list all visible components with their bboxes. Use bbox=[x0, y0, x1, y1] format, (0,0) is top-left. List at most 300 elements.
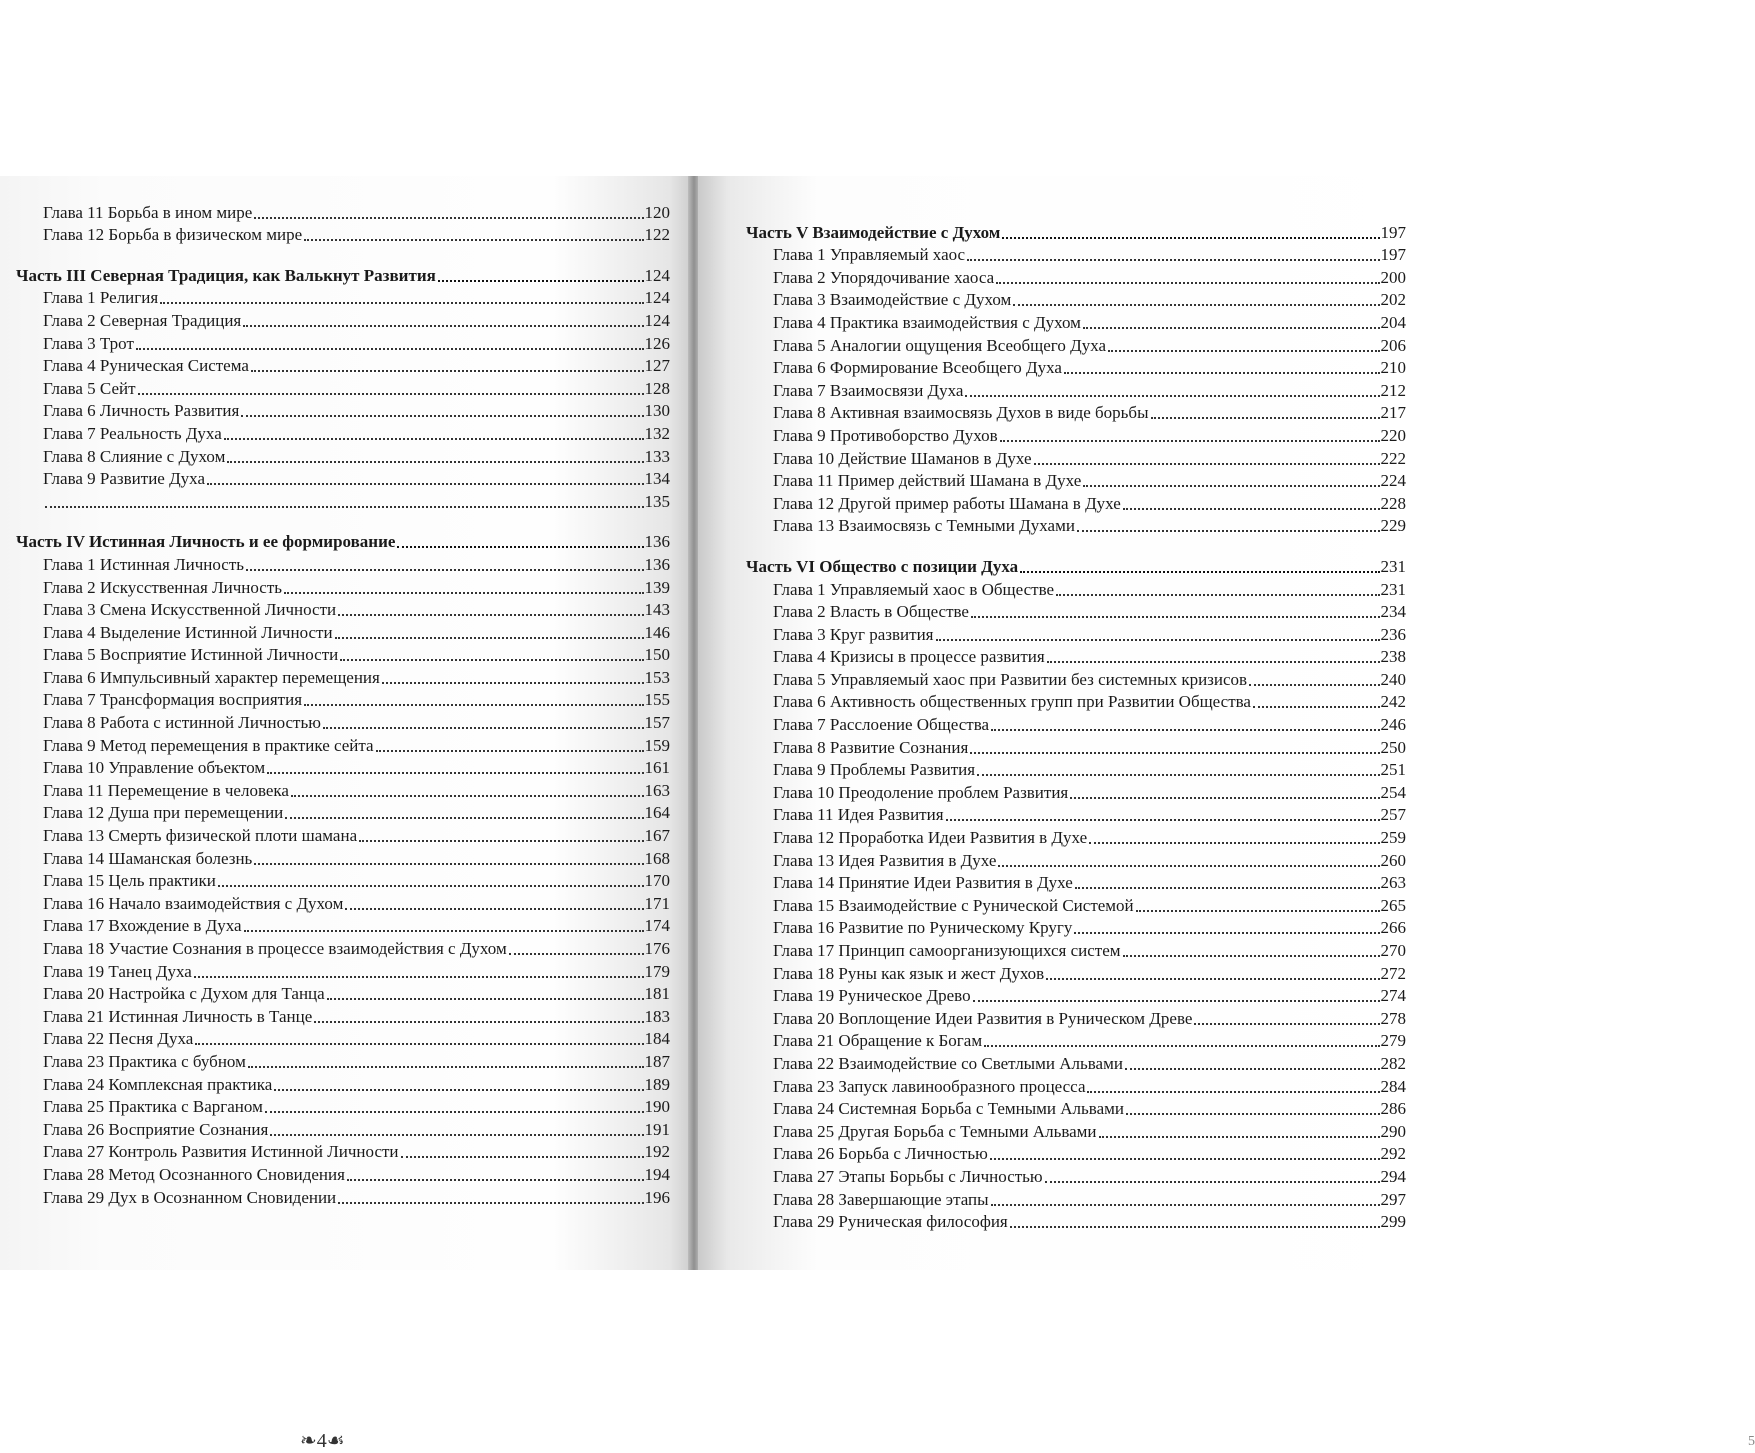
toc-chapter-entry bbox=[16, 331, 670, 354]
toc-chapter-entry bbox=[746, 848, 1406, 871]
toc-page-number: 251 bbox=[1380, 760, 1406, 780]
toc-page-number: 231 bbox=[1380, 556, 1406, 576]
toc-entry-title: Глава 25 Другая Борьба с Темными Альвами bbox=[773, 1121, 1097, 1141]
toc-page-number: 126 bbox=[644, 333, 670, 353]
toc-dot-leader bbox=[1020, 571, 1379, 573]
toc-dot-leader bbox=[1070, 797, 1379, 799]
toc-chapter-entry bbox=[746, 825, 1406, 848]
toc-entry-title: Глава 9 Проблемы Развития bbox=[773, 760, 976, 780]
toc-page-number: 176 bbox=[644, 939, 670, 958]
toc-dot-leader bbox=[1083, 485, 1379, 487]
toc-entry-title: Глава 21 Обращение к Богам bbox=[773, 1031, 983, 1051]
toc-entry-title: Глава 9 Противоборство Духов bbox=[773, 425, 998, 445]
toc-chapter-entry bbox=[746, 310, 1406, 333]
toc-dot-leader bbox=[1249, 684, 1379, 686]
toc-dot-leader bbox=[1064, 372, 1380, 374]
toc-part-entry bbox=[746, 554, 1406, 577]
right-book-page bbox=[698, 176, 1755, 1449]
toc-dot-leader bbox=[1089, 842, 1379, 844]
toc-chapter-entry bbox=[746, 423, 1406, 446]
toc-dot-leader bbox=[998, 865, 1379, 867]
toc-entry-title: Глава 12 Проработка Идеи Развития в Духе bbox=[773, 828, 1088, 848]
toc-entry-title: Глава 20 Воплощение Идеи Развития в Руническом Древе bbox=[773, 1008, 1193, 1028]
toc-page-number: 259 bbox=[1380, 828, 1406, 848]
toc-dot-leader bbox=[335, 637, 644, 639]
toc-dot-leader bbox=[265, 1111, 644, 1113]
toc-chapter-entry bbox=[746, 514, 1406, 537]
toc-chapter-entry bbox=[16, 1117, 670, 1140]
toc-entry-title: Глава 24 Комплексная практика bbox=[43, 1074, 273, 1094]
toc-page-number: 179 bbox=[644, 961, 670, 981]
toc-page-number: 132 bbox=[644, 423, 670, 443]
toc-dot-leader bbox=[138, 393, 644, 395]
toc-page-number: 238 bbox=[1380, 647, 1406, 667]
toc-dot-leader bbox=[991, 1204, 1380, 1206]
toc-entry-title: Глава 23 Запуск лавинообразного процесса bbox=[773, 1076, 1086, 1096]
toc-entry-title: Глава 2 Искусственная Личность bbox=[43, 577, 282, 597]
toc-dot-leader bbox=[347, 1179, 644, 1181]
toc-entry-title: Глава 12 Борьба в физическом мире bbox=[43, 225, 303, 245]
toc-page-number: 270 bbox=[1380, 941, 1406, 960]
toc-entry-title: Глава 6 Импульсивный характер перемещения bbox=[43, 667, 380, 687]
toc-entry-title: Часть IV Истинная Личность и ее формирование bbox=[16, 532, 396, 552]
toc-dot-leader bbox=[254, 863, 643, 865]
toc-page-number: 146 bbox=[644, 622, 670, 642]
toc-chapter-entry bbox=[746, 491, 1406, 514]
toc-chapter-entry bbox=[16, 733, 670, 756]
toc-entry-title: Глава 6 Активность общественных групп при Развитии Общества bbox=[773, 692, 1251, 712]
toc-chapter-entry bbox=[16, 376, 670, 399]
toc-entry-title: Глава 6 Формирование Всеобщего Духа bbox=[773, 358, 1062, 378]
toc-page-number: 124 bbox=[644, 310, 670, 330]
toc-dot-leader bbox=[304, 239, 643, 241]
toc-page-number: 286 bbox=[1380, 1099, 1406, 1119]
toc-page-number: 191 bbox=[644, 1119, 670, 1139]
toc-entry-title: Глава 14 Шаманская болезнь bbox=[43, 848, 253, 868]
toc-page-number: 242 bbox=[1380, 692, 1406, 712]
toc-page-number: 194 bbox=[644, 1164, 670, 1184]
toc-page-number: 234 bbox=[1380, 602, 1406, 622]
toc-dot-leader bbox=[243, 325, 643, 327]
toc-entry-title: Глава 7 Трансформация восприятия bbox=[43, 690, 303, 710]
toc-entry-title: Глава 17 Вхождение в Духа bbox=[43, 916, 242, 936]
toc-dot-leader bbox=[270, 1134, 643, 1136]
toc-part-entry bbox=[16, 530, 670, 553]
toc-chapter-entry bbox=[16, 1049, 670, 1072]
toc-chapter-entry bbox=[16, 891, 670, 914]
toc-entry-title: Глава 16 Развитие по Руническому Кругу bbox=[773, 918, 1073, 938]
toc-chapter-entry bbox=[746, 712, 1406, 735]
toc-entry-title: Глава 13 Идея Развития в Духе bbox=[773, 850, 997, 870]
toc-dot-leader bbox=[1002, 237, 1379, 239]
toc-chapter-entry bbox=[746, 600, 1406, 623]
toc-entry-title: Часть III Северная Традиция, как Валькнут Развития bbox=[16, 265, 436, 285]
toc-entry-title: Глава 15 Взаимодействие с Рунической Системой bbox=[773, 895, 1134, 915]
toc-entry-title: Глава 7 Расслоение Общества bbox=[773, 715, 990, 735]
toc-chapter-entry bbox=[16, 200, 670, 223]
toc-dot-leader bbox=[327, 998, 644, 1000]
toc-entry-title: Глава 1 Управляемый хаос bbox=[773, 245, 966, 265]
toc-dot-leader bbox=[970, 752, 1379, 754]
toc-page-number: 282 bbox=[1380, 1053, 1406, 1073]
toc-chapter-entry bbox=[16, 467, 670, 490]
toc-dot-leader bbox=[376, 750, 644, 752]
toc-chapter-entry bbox=[16, 223, 670, 246]
toc-chapter-entry bbox=[16, 552, 670, 575]
toc-chapter-entry bbox=[16, 665, 670, 688]
toc-chapter-entry bbox=[746, 938, 1406, 961]
toc-page-number: 190 bbox=[644, 1097, 670, 1117]
toc-chapter-entry bbox=[746, 622, 1406, 645]
toc-entry-title: Глава 3 Взаимодействие с Духом bbox=[773, 290, 1012, 310]
toc-chapter-entry bbox=[746, 780, 1406, 803]
toc-dot-leader bbox=[1136, 910, 1380, 912]
toc-page-number: 284 bbox=[1380, 1076, 1406, 1096]
toc-chapter-entry bbox=[746, 645, 1406, 668]
toc-entry-title: Глава 5 Управляемый хаос при Развитии без системных кризисов bbox=[773, 669, 1248, 689]
toc-dot-leader bbox=[984, 1045, 1379, 1047]
toc-dot-leader bbox=[996, 282, 1379, 284]
toc-page-number: 220 bbox=[1380, 425, 1406, 445]
toc-dot-leader bbox=[1074, 932, 1379, 934]
toc-dot-leader bbox=[246, 569, 643, 571]
toc-dot-leader bbox=[136, 348, 644, 350]
toc-chapter-entry bbox=[746, 961, 1406, 984]
toc-page-number: 120 bbox=[644, 202, 670, 222]
toc-page-number: 228 bbox=[1380, 493, 1406, 513]
toc-dot-leader bbox=[1125, 1068, 1380, 1070]
toc-dot-leader bbox=[1087, 1091, 1379, 1093]
toc-chapter-entry bbox=[746, 577, 1406, 600]
toc-dot-leader bbox=[1045, 1181, 1380, 1183]
toc-dot-leader bbox=[509, 953, 644, 955]
toc-dot-leader bbox=[936, 639, 1380, 641]
toc-dot-leader bbox=[45, 506, 644, 508]
toc-dot-leader bbox=[1046, 978, 1379, 980]
toc-dot-leader bbox=[1034, 463, 1380, 465]
toc-entry-title: Глава 6 Личность Развития bbox=[43, 401, 240, 421]
toc-entry-title: Глава 2 Упорядочивание хаоса bbox=[773, 267, 995, 287]
left-page-footer bbox=[300, 1428, 345, 1453]
toc-chapter-entry bbox=[746, 356, 1406, 379]
toc-dot-leader bbox=[345, 908, 643, 910]
toc-dot-leader bbox=[397, 546, 643, 548]
toc-page-number: 217 bbox=[1380, 403, 1406, 423]
toc-chapter-entry bbox=[16, 598, 670, 621]
toc-chapter-entry bbox=[16, 959, 670, 982]
toc-dot-leader bbox=[401, 1156, 644, 1158]
toc-entry-title: Глава 4 Руническая Система bbox=[43, 356, 249, 376]
toc-entry-title: Глава 23 Практика с бубном bbox=[43, 1051, 246, 1071]
toc-page-number: 136 bbox=[644, 532, 670, 552]
toc-entry-title: Глава 19 Руническое Древо bbox=[773, 986, 971, 1006]
right-page-footer bbox=[1748, 1434, 1755, 1450]
toc-chapter-entry bbox=[16, 778, 670, 801]
toc-chapter-entry bbox=[746, 265, 1406, 288]
toc-entry-title: Глава 11 Идея Развития bbox=[773, 805, 944, 825]
toc-entry-title: Глава 9 Метод перемещения в практике сейта bbox=[43, 735, 374, 755]
toc-entry-title: Глава 2 Власть в Обществе bbox=[773, 602, 969, 622]
toc-page-number: 181 bbox=[644, 984, 670, 1004]
toc-chapter-entry bbox=[746, 401, 1406, 424]
toc-entry-title: Глава 5 Восприятие Истинной Личности bbox=[43, 645, 339, 665]
toc-entry-title: Глава 8 Активная взаимосвязь Духов в виде борьбы bbox=[773, 403, 1149, 423]
toc-dot-leader bbox=[207, 483, 643, 485]
toc-page-number: 184 bbox=[644, 1029, 670, 1049]
toc-page-number: 124 bbox=[644, 288, 670, 308]
toc-page-number: 127 bbox=[644, 356, 670, 376]
toc-entry-title: Часть V Взаимодействие с Духом bbox=[746, 222, 1001, 242]
toc-entry-title: Глава 3 Круг развития bbox=[773, 624, 934, 644]
toc-dot-leader bbox=[314, 1021, 643, 1023]
toc-page-number: 236 bbox=[1380, 624, 1406, 644]
toc-dot-leader bbox=[267, 772, 643, 774]
toc-dot-leader bbox=[1013, 304, 1379, 306]
toc-entry-title: Глава 24 Системная Борьба с Темными Альвами bbox=[773, 1099, 1124, 1119]
toc-page-number: 192 bbox=[644, 1142, 670, 1162]
toc-page-number: 266 bbox=[1380, 918, 1406, 938]
toc-entry-title: Глава 16 Начало взаимодействия с Духом bbox=[43, 893, 344, 913]
toc-entry-title: Глава 11 Перемещение в человека bbox=[43, 780, 289, 800]
toc-dot-leader bbox=[991, 729, 1379, 731]
toc-entry-title: Глава 17 Принцип самоорганизующихся систем bbox=[773, 941, 1121, 960]
ornament-right-icon: ☙ bbox=[326, 1430, 345, 1452]
toc-dot-leader bbox=[1253, 706, 1380, 708]
toc-page-number: 272 bbox=[1380, 963, 1406, 983]
left-book-page bbox=[0, 176, 690, 1452]
toc-page-number: 143 bbox=[644, 600, 670, 620]
toc-chapter-entry bbox=[746, 1074, 1406, 1097]
toc-page-number: 278 bbox=[1380, 1008, 1406, 1028]
toc-entry-title: Глава 4 Кризисы в процессе развития bbox=[773, 647, 1045, 667]
right-page-number: 5 bbox=[1748, 1434, 1755, 1449]
toc-chapter-entry bbox=[16, 846, 670, 869]
toc-chapter-entry bbox=[16, 801, 670, 824]
toc-entry-title: Глава 10 Преодоление проблем Развития bbox=[773, 782, 1069, 802]
toc-page-number: 200 bbox=[1380, 267, 1406, 287]
toc-dot-leader bbox=[973, 1000, 1380, 1002]
toc-chapter-entry bbox=[16, 1140, 670, 1163]
toc-entry-title: Глава 2 Северная Традиция bbox=[43, 310, 242, 330]
toc-page-number: 222 bbox=[1380, 448, 1406, 468]
toc-entry-title: Глава 21 Истинная Личность в Танце bbox=[43, 1006, 313, 1026]
toc-dot-leader bbox=[1194, 1023, 1379, 1025]
toc-entry-title: Глава 3 Смена Искусственной Личности bbox=[43, 600, 337, 620]
toc-chapter-entry bbox=[746, 469, 1406, 492]
toc-page-number: 224 bbox=[1380, 471, 1406, 491]
toc-dot-leader bbox=[251, 370, 644, 372]
toc-entry-title: Глава 12 Другой пример работы Шамана в Духе bbox=[773, 493, 1121, 513]
toc-page-number: 274 bbox=[1380, 986, 1406, 1006]
toc-entry-title: Глава 4 Практика взаимодействия с Духом bbox=[773, 312, 1081, 332]
toc-chapter-entry bbox=[746, 1210, 1406, 1233]
toc-entry-title: Глава 15 Цель практики bbox=[43, 871, 216, 891]
toc-page-number: 157 bbox=[644, 713, 670, 733]
toc-chapter-entry bbox=[746, 916, 1406, 939]
toc-entry-title: Глава 26 Борьба с Личностью bbox=[773, 1144, 988, 1164]
toc-dot-leader bbox=[359, 840, 643, 842]
toc-dot-leader bbox=[248, 1066, 644, 1068]
toc-page-number: 159 bbox=[644, 735, 670, 755]
toc-entry-title: Глава 7 Реальность Духа bbox=[43, 423, 222, 443]
toc-right bbox=[746, 220, 1406, 1232]
toc-chapter-entry bbox=[746, 667, 1406, 690]
toc-chapter-entry bbox=[746, 690, 1406, 713]
toc-chapter-entry bbox=[746, 243, 1406, 266]
toc-chapter-entry bbox=[16, 1072, 670, 1095]
toc-page-number: 265 bbox=[1380, 895, 1406, 915]
toc-dot-leader bbox=[338, 1202, 643, 1204]
toc-dot-leader bbox=[1123, 508, 1380, 510]
toc-dot-leader bbox=[1075, 887, 1380, 889]
toc-page-number: 229 bbox=[1380, 516, 1406, 536]
toc-page-number: 197 bbox=[1380, 222, 1406, 242]
toc-chapter-entry bbox=[746, 288, 1406, 311]
toc-page-number: 163 bbox=[644, 780, 670, 800]
toc-entry-title: Глава 29 Дух в Осознанном Сновидении bbox=[43, 1187, 337, 1207]
toc-entry-title: Глава 9 Развитие Духа bbox=[43, 469, 206, 489]
toc-chapter-entry bbox=[746, 378, 1406, 401]
toc-dot-leader bbox=[1077, 530, 1380, 532]
toc-page-number: 150 bbox=[644, 645, 670, 665]
toc-entry-title: Глава 1 Управляемый хаос в Обществе bbox=[773, 579, 1055, 599]
toc-page-number: 130 bbox=[644, 401, 670, 421]
toc-chapter-entry bbox=[746, 1142, 1406, 1165]
toc-dot-leader bbox=[227, 461, 643, 463]
toc-entry-title: Глава 27 Этапы Борьбы с Личностью bbox=[773, 1166, 1043, 1186]
toc-chapter-entry bbox=[16, 756, 670, 779]
toc-entry-title: Глава 10 Управление объектом bbox=[43, 758, 266, 778]
toc-entry-title: Глава 7 Взаимосвязи Духа bbox=[773, 380, 964, 400]
toc-page-number: 279 bbox=[1380, 1031, 1406, 1051]
toc-dot-leader bbox=[971, 616, 1380, 618]
toc-chapter-entry bbox=[16, 575, 670, 598]
toc-chapter-entry bbox=[746, 803, 1406, 826]
toc-left bbox=[16, 200, 670, 1208]
toc-page-number: 254 bbox=[1380, 782, 1406, 802]
toc-chapter-entry bbox=[746, 1006, 1406, 1029]
toc-dot-leader bbox=[1151, 417, 1380, 419]
toc-page-number: 164 bbox=[644, 803, 670, 823]
toc-chapter-entry bbox=[16, 936, 670, 959]
toc-entry-title: Глава 12 Душа при перемещении bbox=[43, 803, 284, 823]
toc-entry-title: Глава 28 Завершающие этапы bbox=[773, 1189, 989, 1209]
toc-page-number: 133 bbox=[644, 446, 670, 466]
toc-page-number: 139 bbox=[644, 577, 670, 597]
toc-dot-leader bbox=[382, 682, 644, 684]
toc-page-number: 124 bbox=[644, 265, 670, 285]
toc-page-number: 168 bbox=[644, 848, 670, 868]
toc-chapter-entry bbox=[16, 914, 670, 937]
toc-dot-leader bbox=[965, 395, 1379, 397]
toc-dot-leader bbox=[1010, 1226, 1380, 1228]
toc-page-number: 246 bbox=[1380, 715, 1406, 735]
toc-dot-leader bbox=[241, 415, 643, 417]
toc-chapter-entry bbox=[16, 444, 670, 467]
toc-page-number: 122 bbox=[644, 225, 670, 245]
toc-page-number: 187 bbox=[644, 1051, 670, 1071]
toc-chapter-entry bbox=[16, 354, 670, 377]
toc-page-number: 263 bbox=[1380, 873, 1406, 893]
toc-entry-title: Глава 25 Практика с Варганом bbox=[43, 1097, 263, 1117]
toc-chapter-entry bbox=[746, 1051, 1406, 1074]
toc-page-number: 153 bbox=[644, 667, 670, 687]
toc-chapter-entry bbox=[16, 421, 670, 444]
toc-page-number: 257 bbox=[1380, 805, 1406, 825]
toc-chapter-entry bbox=[16, 1162, 670, 1185]
toc-chapter-entry bbox=[746, 1119, 1406, 1142]
left-page-number: 4 bbox=[316, 1430, 327, 1452]
toc-page-number: 171 bbox=[644, 893, 670, 913]
toc-dot-leader bbox=[285, 817, 643, 819]
toc-page-number: 155 bbox=[644, 690, 670, 710]
toc-page-number: 170 bbox=[644, 871, 670, 891]
toc-dot-leader bbox=[340, 659, 643, 661]
toc-entry-title: Глава 22 Песня Духа bbox=[43, 1029, 194, 1049]
toc-page-number: 134 bbox=[644, 469, 670, 489]
toc-entry-title: Глава 4 Выделение Истинной Личности bbox=[43, 622, 333, 642]
toc-chapter-entry bbox=[16, 399, 670, 422]
toc-entry-title: Глава 14 Принятие Идеи Развития в Духе bbox=[773, 873, 1073, 893]
toc-chapter-entry bbox=[746, 871, 1406, 894]
toc-dot-leader bbox=[274, 1089, 643, 1091]
toc-page-number: 128 bbox=[644, 378, 670, 398]
toc-entry-title: Глава 11 Борьба в ином мире bbox=[43, 202, 253, 222]
toc-page-number: 292 bbox=[1380, 1144, 1406, 1164]
toc-page-number: 240 bbox=[1380, 669, 1406, 689]
toc-chapter-entry bbox=[746, 446, 1406, 469]
toc-chapter-entry bbox=[16, 643, 670, 666]
toc-entry-title: Глава 11 Пример действий Шамана в Духе bbox=[773, 471, 1082, 491]
toc-entry-title: Глава 8 Развитие Сознания bbox=[773, 737, 969, 757]
toc-page-number: 204 bbox=[1380, 312, 1406, 332]
toc-chapter-entry bbox=[16, 1095, 670, 1118]
toc-page-number: 299 bbox=[1380, 1212, 1406, 1232]
toc-page-number: 196 bbox=[644, 1187, 670, 1207]
toc-entry-title: Глава 22 Взаимодействие со Светлыми Альвами bbox=[773, 1053, 1123, 1073]
toc-page-number: 135 bbox=[644, 491, 670, 511]
toc-page-number: 161 bbox=[644, 758, 670, 778]
toc-dot-leader bbox=[244, 930, 644, 932]
toc-dot-leader bbox=[1083, 327, 1380, 329]
toc-dot-leader bbox=[284, 592, 644, 594]
toc-page-number: 294 bbox=[1380, 1166, 1406, 1186]
toc-dot-leader bbox=[977, 774, 1379, 776]
toc-page-number: 174 bbox=[644, 916, 670, 936]
toc-chapter-entry bbox=[16, 688, 670, 711]
toc-entry-title: Глава 3 Трот bbox=[43, 333, 134, 353]
toc-dot-leader bbox=[1123, 955, 1380, 957]
toc-chapter-entry bbox=[746, 333, 1406, 356]
toc-dot-leader bbox=[1056, 594, 1379, 596]
toc-entry-title: Глава 27 Контроль Развития Истинной Личности bbox=[43, 1142, 399, 1162]
toc-page-number: 197 bbox=[1380, 245, 1406, 265]
toc-chapter-entry bbox=[16, 869, 670, 892]
toc-dot-leader bbox=[1126, 1113, 1380, 1115]
toc-entry-title: Глава 28 Метод Осознанного Сновидения bbox=[43, 1164, 345, 1184]
toc-page-number: 210 bbox=[1380, 358, 1406, 378]
toc-dot-leader bbox=[1047, 661, 1380, 663]
toc-dot-leader bbox=[160, 302, 643, 304]
toc-page-number: 212 bbox=[1380, 380, 1406, 400]
toc-entry-title: Глава 8 Работа с истинной Личностью bbox=[43, 713, 321, 733]
toc-dot-leader bbox=[194, 976, 644, 978]
toc-page-number: 189 bbox=[644, 1074, 670, 1094]
toc-chapter-entry bbox=[16, 1004, 670, 1027]
toc-chapter-entry bbox=[746, 735, 1406, 758]
toc-dot-leader bbox=[304, 704, 643, 706]
toc-page-number: 183 bbox=[644, 1006, 670, 1026]
